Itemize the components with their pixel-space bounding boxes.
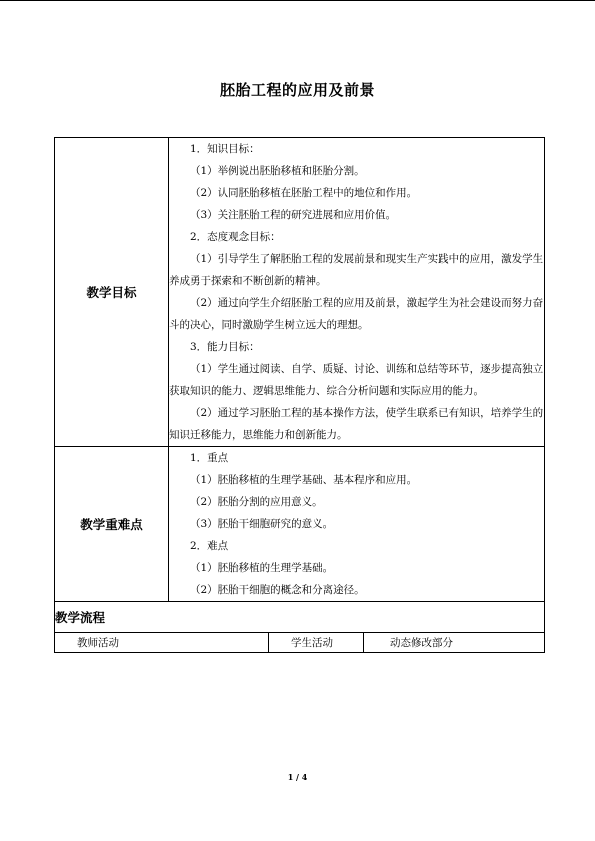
objective-line: 3．能力目标： (190, 341, 260, 353)
page-title: 胚胎工程的应用及前景 (219, 81, 375, 99)
objective-paragraph: （2）通过学习胚胎工程的基本操作方法，使学生联系已有知识，培养学生的知识迁移能力，思维能力和创新能力。 (169, 407, 544, 441)
key-point-line: 2．难点 (190, 540, 229, 552)
key-points-label: 教学重难点 (55, 447, 169, 602)
key-point-line: （1）胚胎移植的生理学基础、基本程序和应用。 (190, 474, 418, 486)
objective-line: （2）认同胚胎移植在胚胎工程中的地位和作用。 (190, 187, 418, 199)
process-label: 教学流程 (55, 602, 545, 633)
process-columns-row (55, 633, 545, 653)
objective-paragraph: （2）通过向学生介绍胚胎工程的应用及前景，激起学生为社会建设而努力奋斗的决心，同时激励学生树立远大的理想。 (169, 297, 544, 331)
key-point-line: （1）胚胎移植的生理学基础。 (190, 562, 334, 574)
objective-line: 1．知识目标： (190, 143, 260, 155)
column-dynamic-edit: 动态修改部分 (364, 633, 545, 653)
objectives-content (169, 138, 545, 447)
key-point-line: （2）胚胎干细胞的概念和分离途径。 (190, 584, 365, 596)
objectives-row (55, 138, 545, 447)
key-point-line: 1．重点 (190, 452, 229, 464)
process-header-row (55, 602, 545, 633)
key-points-row (55, 447, 545, 602)
key-point-line: （2）胚胎分割的应用意义。 (190, 496, 323, 508)
header-rule (0, 0, 595, 1)
column-teacher-activity: 教师活动 (55, 633, 269, 653)
page-number: 1 / 4 (287, 772, 308, 782)
objectives-label: 教学目标 (55, 138, 169, 447)
key-points-content (169, 447, 545, 602)
objective-line: 2．态度观念目标： (190, 231, 281, 243)
key-point-line: （3）胚胎干细胞研究的意义。 (190, 518, 334, 530)
objective-paragraph: （1）学生通过阅读、自学、质疑、讨论、训练和总结等环节，逐步提高独立获取知识的能力、逻辑思维能力、综合分析问题和实际应用的能力。 (169, 363, 544, 397)
objective-line: （1）举例说出胚胎移植和胚胎分割。 (190, 165, 365, 177)
objective-line: （3）关注胚胎工程的研究进展和应用价值。 (190, 209, 397, 221)
lesson-plan-table (54, 137, 545, 653)
column-student-activity: 学生活动 (269, 633, 364, 653)
objective-paragraph: （1）引导学生了解胚胎工程的发展前景和现实生产实践中的应用，激发学生养成勇于探索和不断创新的精神。 (169, 253, 544, 287)
